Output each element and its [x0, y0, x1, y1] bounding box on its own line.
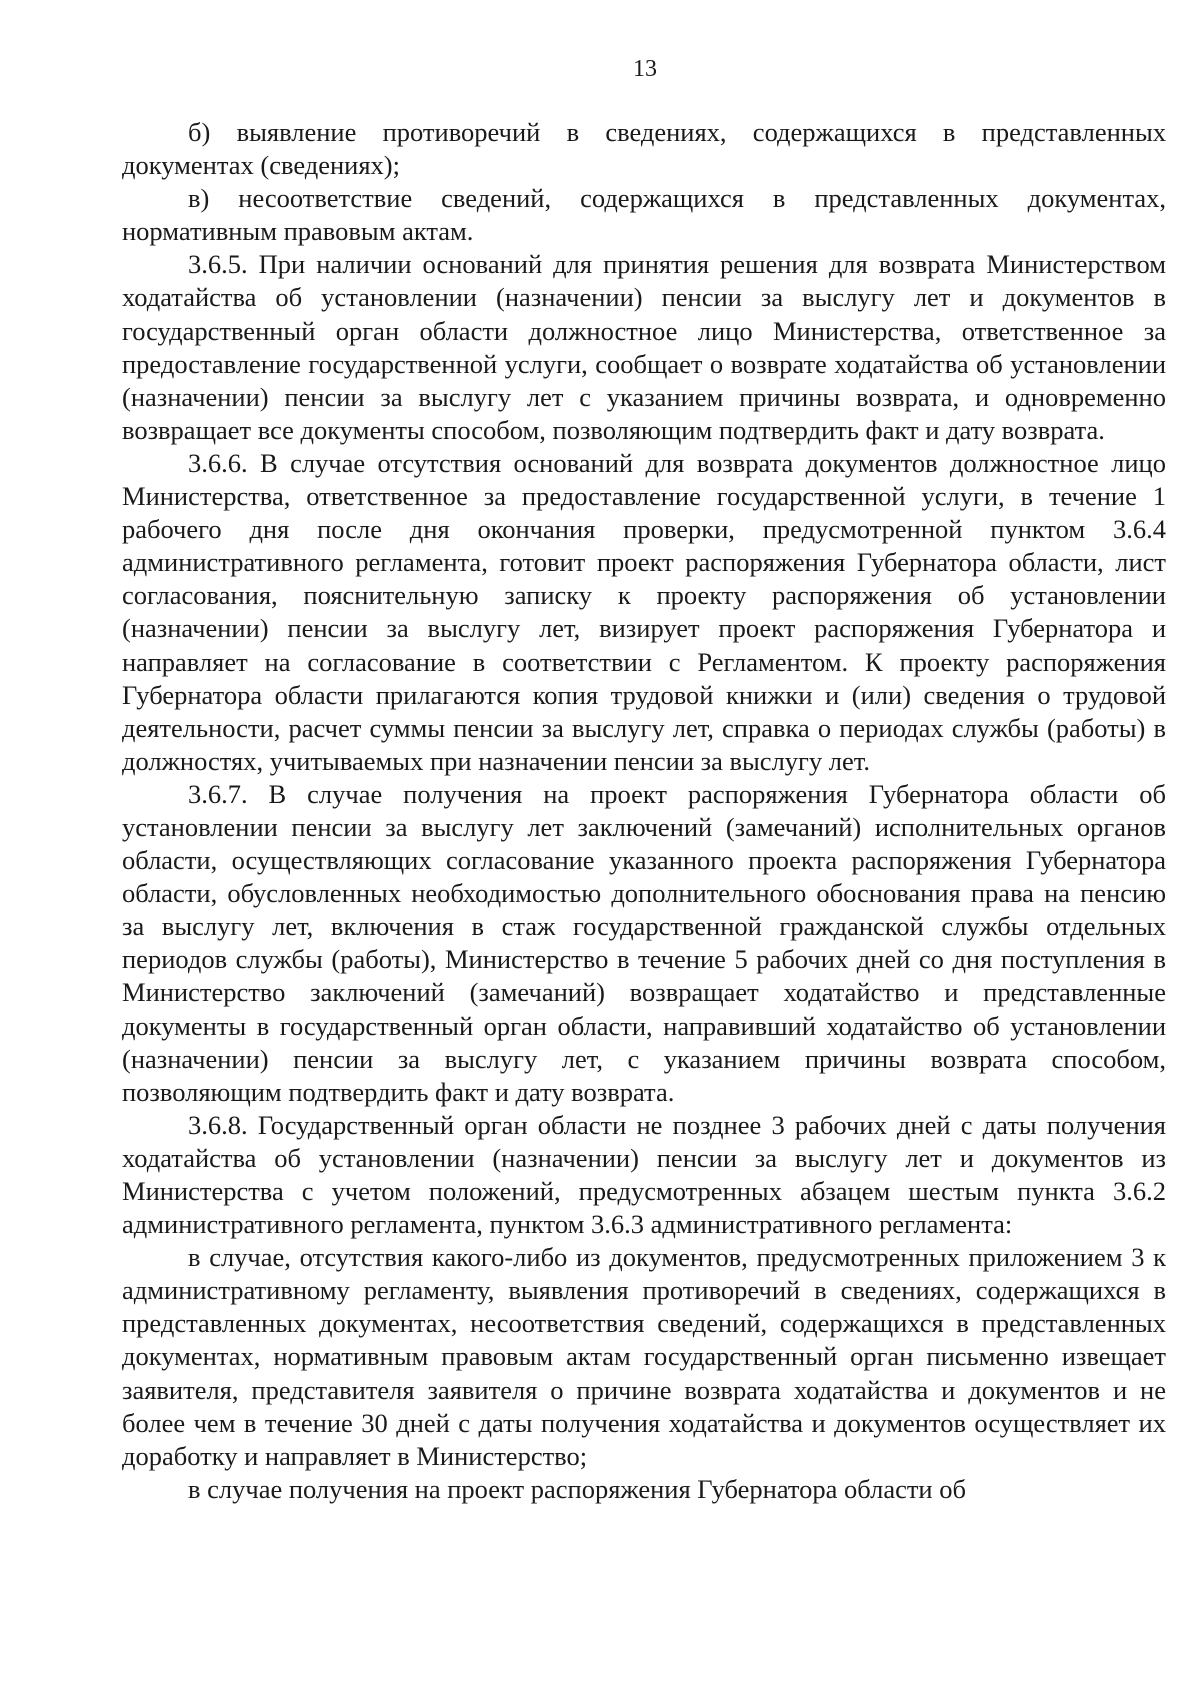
paragraph-3-6-6: 3.6.6. В случае отсутствия оснований для возврата документов должностное лицо Министерства, ответственное за предоставление государственной услуги, в течение 1 рабочего дня после дня окончания проверки, предусмотренной пунктом 3.6.4 административного регламента, готовит проект распоряжения Губернатора области, лист согласования, пояснительную записку к проекту распоряжения об установлении (назначении) пенсии за выслугу лет, визирует проект распоряжения Губернатора и направляет на согласование в соответствии с Регламентом. К проекту распоряжения Губернатора области прилагаются копия трудовой книжки и (или) сведения о трудовой деятельности, расчет суммы пенсии за выслугу лет, справка о периодах службы (работы) в должностях, учитываемых при назначении пенсии за выслугу лет.	[122, 447, 1166, 776]
paragraph-3-6-5: 3.6.5. При наличии оснований для принятия решения для возврата Министерством ходатайства об установлении (назначении) пенсии за выслугу лет и документов в государственный орган области должностное лицо Министерства, ответственное за предоставление государственной услуги, сообщает о возврате ходатайства об установлении (назначении) пенсии за выслугу лет с указанием причины возврата, и одновременно возвращает все документы способом, позволяющим подтвердить факт и дату возврата.	[122, 249, 1166, 445]
paragraph-3-6-8: 3.6.8. Государственный орган области не позднее 3 рабочих дней с даты получения ходатайства об установлении (назначении) пенсии за выслугу лет и документов из Министерства с учетом положений, предусмотренных абзацем шестым пункта 3.6.2 административного регламента, пунктом 3.6.3 административного регламента:	[122, 1109, 1166, 1240]
paragraph-v: в) несоответствие сведений, содержащихся в представленных документах, нормативным правовым актам.	[122, 183, 1166, 247]
paragraph-case-comments-received: в случае получения на проект распоряжения Губернатора области об	[188, 1473, 966, 1504]
paragraph-b: б) выявление противоречий в сведениях, содержащихся в представленных документах (сведениях);	[122, 117, 1166, 181]
paragraph-case-missing-documents: в случае, отсутствия какого-либо из документов, предусмотренных приложением 3 к административному регламенту, выявления противоречий в сведениях, содержащихся в представленных документах, несоответствия сведений, содержащихся в представленных документах, нормативным правовым актам государственный орган письменно извещает заявителя, представителя заявителя о причине возврата ходатайства и документов и не более чем в течение 30 дней с даты получения ходатайства и документов осуществляет их доработку и направляет в Министерство;	[122, 1242, 1166, 1471]
paragraph-3-6-7: 3.6.7. В случае получения на проект распоряжения Губернатора области об установлении пенсии за выслугу лет заключений (замечаний) исполнительных органов области, осуществляющих согласование указанного проекта распоряжения Губернатора области, обусловленных необходимостью дополнительного обоснования права на пенсию за выслугу лет, включения в стаж государственной гражданской службы отдельных периодов службы (работы), Министерство в течение 5 рабочих дней со дня поступления в Министерство заключений (замечаний) возвращает ходатайство и представленные документы в государственный орган области, направивший ходатайство об установлении (назначении) пенсии за выслугу лет, с указанием причины возврата способом, позволяющим подтвердить факт и дату возврата.	[122, 778, 1166, 1107]
page-number: 13	[633, 56, 657, 82]
document-body	[122, 116, 1166, 1506]
